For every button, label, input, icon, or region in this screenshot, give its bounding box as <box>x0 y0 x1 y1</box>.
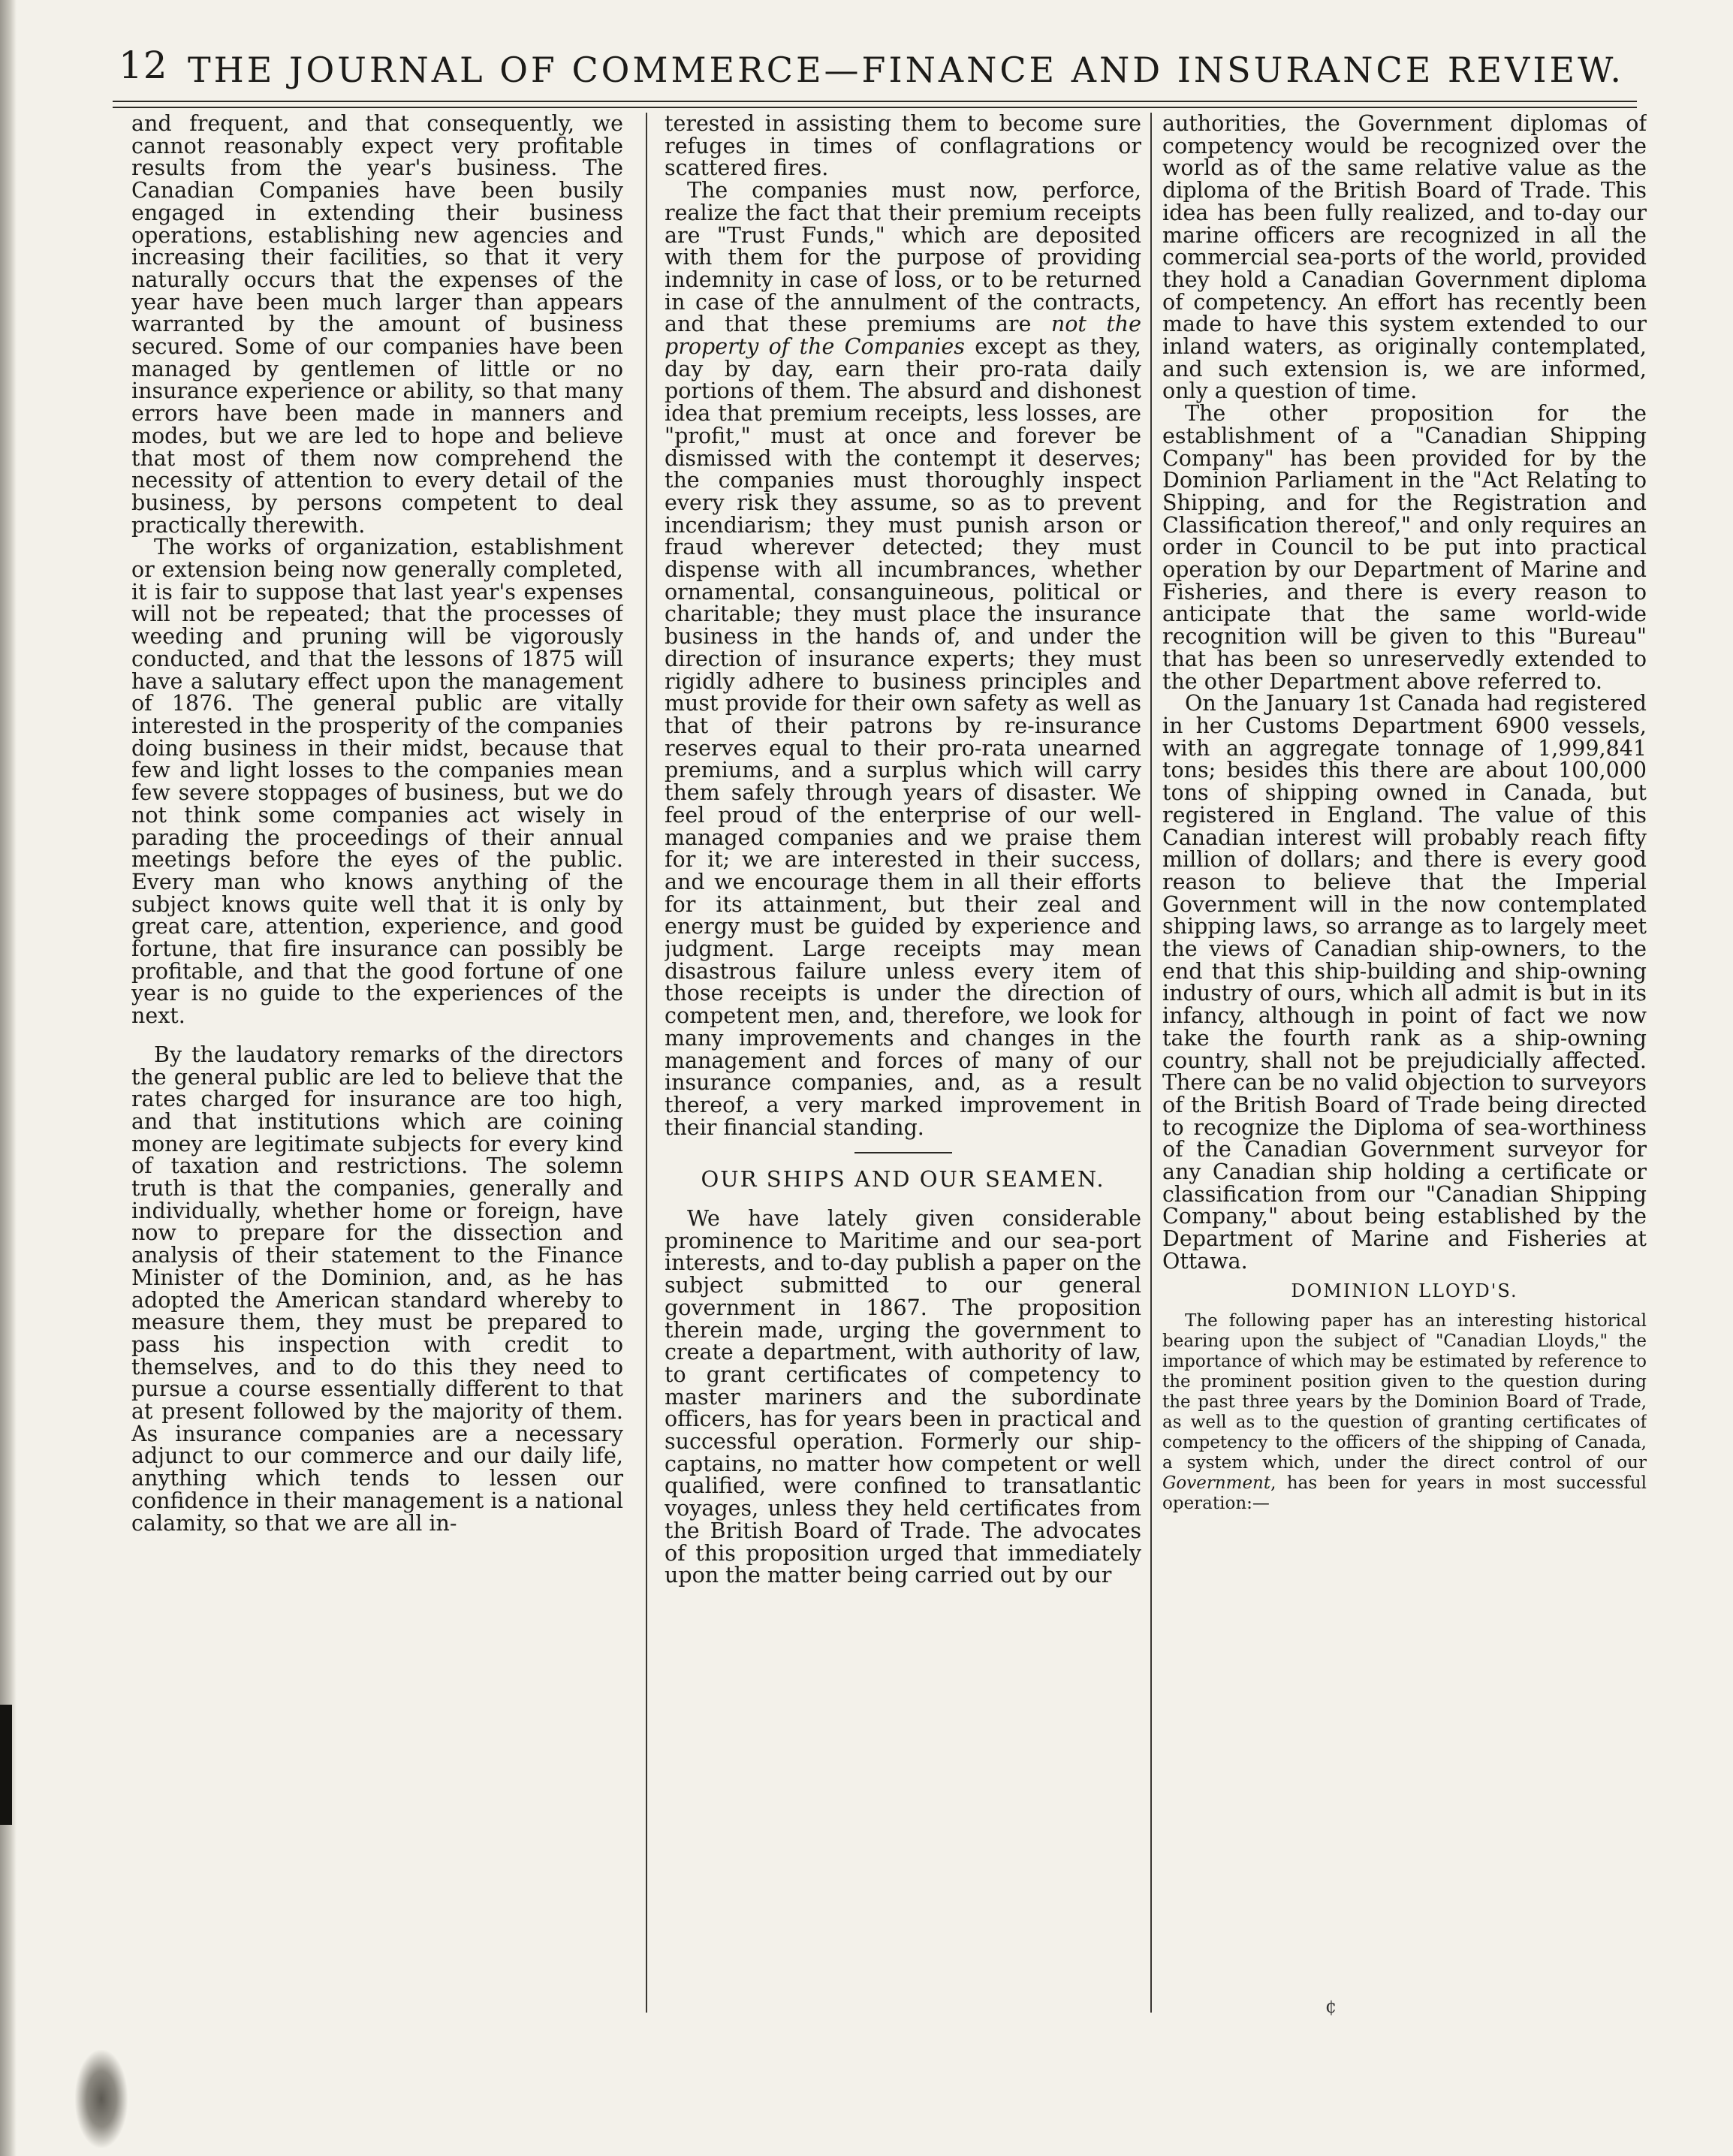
section-heading-ships: OUR SHIPS AND OUR SEAMEN. <box>701 1166 1105 1193</box>
column-3 <box>1162 113 1647 2073</box>
column-divider-2 <box>1150 113 1152 2013</box>
article-paragraph <box>665 179 1141 1138</box>
italic-phrase: Government <box>1162 1473 1271 1494</box>
small-print-block <box>1162 1311 1647 1514</box>
header-rule-top <box>113 101 1637 102</box>
article-paragraph: On the January 1st Canada had registered in her Customs Department 6900 vessels, with an aggregate tonnage of 1,999,841 tons; besides this there are about 100,000 tons of shipping owned in Canada, but registered in England. The value of this Canadian interest will probably reach fifty million of dollars; and there is every good reason to believe that the Imperial Government will in the now contemplated shipping laws, so arrange as to largely meet the views of Canadian ship-owners, to the end that this ship-building and ship-owning industry of ours, which all admit is but in its infancy, although in point of fact we now take the fourth rank as a ship-owning country, shall not be prejudicially affected. There can be no valid objection to surveyors of the British Board of Trade being directed to recognize the Diploma of sea-worthiness of the Canadian Government surveyor for any Canadian ship holding a certificate or classification from our "Canadian Shipping Company," about being established by the Department of Marine and Fisheries at Ottawa. <box>1162 691 1647 1274</box>
stray-mark: ¢ <box>1325 1996 1337 2017</box>
binding-mark <box>0 1705 12 1825</box>
page-number: 12 <box>119 44 168 87</box>
article-paragraph: By the laudatory remarks of the directors the general public are led to believe that the rates charged for insurance are too high, and that institutions which are coining money are legitimate subjects for every kind of taxation and restrictions. The solemn truth is that the companies, generally and individually, whether home or foreign, have now to prepare for the dissection and analysis of their statement to the Finance Minister of the Dominion, and, as he has adopted the American standard whereby to measure them, they must be prepared to pass his inspection with credit to themselves, and to do this they need to pursue a course essentially different to that at present followed by the majority of them. As insurance companies are a necessary adjunct to our commerce and our daily life, anything which tends to lessen our confidence in their management is a national calamity, so that we are all in- <box>131 1042 623 1536</box>
paragraph-text: , has been for years in most successful operation:— <box>1162 1473 1647 1514</box>
article-paragraph: and frequent, and that consequently, we cannot reasonably expect very profitable results from the year's business. The Canadian Companies have been busily engaged in extending their business operations, establishing new agencies and increasing their facilities, so that it very naturally occurs that the expenses of the year have been much larger than appears warranted by the amount of business secured. Some of our companies have been managed by gentlemen of little or no insurance experience or ability, so that many errors have been made in manners and modes, but we are led to hope and believe that most of them now comprehend the necessity of attention to every detail of the business, by persons competent to deal practically therewith. <box>131 113 623 538</box>
column-1 <box>131 113 623 2073</box>
article-paragraph: We have lately given considerable prominence to Maritime and our sea-port interests, and to-day publish a paper on the subject submitted to our general government in 1867. The proposition therein made, urging the government to create a department, with authority of law, to grant certificates of competency to master mariners and the subordinate officers, has for years been in practical and successful operation. Formerly our ship-captains, no matter how competent or well qualified, were confined to transatlantic voyages, unless they held certificates from the British Board of Trade. The advocates of this proposition urged that immediately upon the matter being carried out by our <box>665 1206 1141 1588</box>
ink-smudge <box>75 2050 128 2148</box>
header-rule-bottom <box>113 107 1637 108</box>
article-paragraph: authorities, the Government diplomas of competency would be recognized over the world as of the same relative value as the diploma of the British Board of Trade. This idea has been fully realized, and to-day our marine officers are recognized in all the commercial sea-ports of the world, provided they hold a Canadian Government diploma of competency. An effort has recently been made to have this system extended to our inland waters, as originally contemplated, and such extension is, we are informed, only a question of time. <box>1162 113 1647 404</box>
paragraph-text: The following paper has an interesting historical bearing upon the subject of "Canadian Lloyds," the importance of which may be estimated by reference to the prominent position given to the question during the past three years by the Dominion Board of Trade, as well as to the question of granting certificates of competency to the officers of the shipping of Canada, a system which, under the direct control of our <box>1162 1311 1647 1473</box>
column-divider-1 <box>646 113 647 2013</box>
paragraph-text: except as they, day by day, earn their pro-rata daily portions of them. The absurd and dishonest idea that premium receipts, less losses, are "profit," must at once and forever be dismissed with the contempt it deserves; the companies must thoroughly inspect every risk they assume, so as to prevent incendiarism; they must punish arson or fraud wherever detected; they must dispense with all incumbrances, whether ornamental, consanguineous, political or charitable; they must place the insurance business in the hands of, and under the direction of insurance experts; they must rigidly adhere to business principles and must provide for their own safety as well as that of their patrons by re-insurance reserves equal to their pro-rata unearned premiums, and a surplus which will carry them safely through years of disaster. We feel proud of the enterprise of our well-managed companies and we praise them for it; we are interested in their success, and we encourage them in all their efforts for its attainment, but their zeal and energy must be guided by experience and judgment. Large receipts may mean disastrous failure unless every item of those receipts is under the direction of competent men, and, therefore, we look for many improvements and changes in the management and forces of many of our insurance companies, and, as a result thereof, a very marked improvement in their financial standing. <box>665 334 1141 1140</box>
italic-phrase: not the property of the Companies <box>665 312 1141 360</box>
article-paragraph <box>1162 1311 1647 1514</box>
running-head-title: THE JOURNAL OF COMMERCE—FINANCE AND INSURANCE REVIEW. <box>188 50 1624 90</box>
article-paragraph: terested in assisting them to become sure refuges in times of conflagrations or scattered fires. <box>665 113 1141 181</box>
section-heading-lloyds: DOMINION LLOYD'S. <box>1291 1280 1518 1301</box>
page-spine-shadow <box>0 0 17 2156</box>
article-paragraph: The other proposition for the establishment of a "Canadian Shipping Company" has been provided for by the Dominion Parliament in the "Act Relating to Shipping, and for the Registration and Classification thereof," and only requires an order in Council to be put into practical operation by our Department of Marine and Fisheries, and there is every reason to anticipate that the same world-wide recognition will be given to this "Bureau" that has been so unreservedly extended to the other Department above referred to. <box>1162 401 1647 694</box>
article-paragraph: The works of organization, establishment or extension being now generally completed, it is fair to suppose that last year's expenses will not be repeated; that the processes of weeding and pruning will be vigorously conducted, and that the lessons of 1875 will have a salutary effect upon the management of 1876. The general public are vitally interested in the prosperity of the companies doing business in their midst, because that few and light losses to the companies mean few severe stoppages of business, but we do not think some companies act wisely in parading the proceedings of their annual meetings before the eyes of the public. Every man who knows anything of the subject knows quite well that it is only by great care, attention, experience, and good fortune, that fire insurance can possibly be profitable, and that the good fortune of one year is no guide to the experiences of the next. <box>131 535 623 1029</box>
column-2 <box>665 113 1141 2073</box>
section-divider <box>854 1152 952 1153</box>
paragraph-text: The companies must now, perforce, realize the fact that their premium receipts are "Trust Funds," which are deposited with them for the purpose of providing indemnity in case of loss, or to be returned in case of the annulment of the contracts, and that these premiums are <box>665 178 1141 337</box>
